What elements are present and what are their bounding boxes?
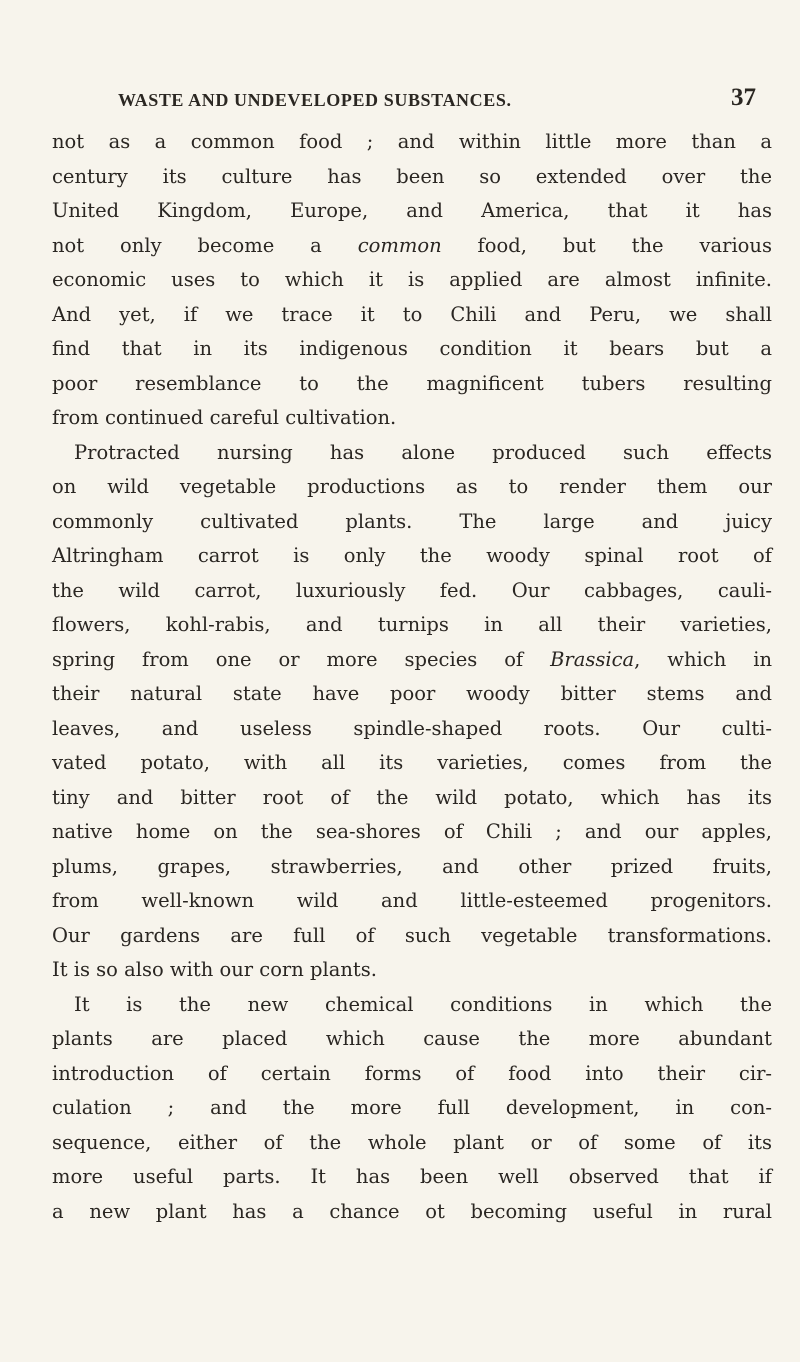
text-line: plants are placed which cause the more abundant xyxy=(52,1027,772,1050)
text-line: the wild carrot, luxuriously fed. Our cabbages, cauli- xyxy=(52,578,772,602)
text-line: introduction of certain forms of food into their cir- xyxy=(52,1061,772,1085)
text-line: not as a common food ; and within little more than a xyxy=(52,130,772,153)
body-text xyxy=(52,125,772,1229)
text-line: tiny and bitter root of the wild potato, which has its xyxy=(52,785,772,809)
text-line: Protracted nursing has alone produced such effects xyxy=(74,440,772,464)
text-line: It is the new chemical conditions in which the xyxy=(74,992,772,1016)
text-line: United Kingdom, Europe, and America, that it has xyxy=(52,199,772,222)
text-line: flowers, kohl-rabis, and turnips in all their varieties, xyxy=(52,613,772,636)
text-line: Our gardens are full of such vegetable transformations. xyxy=(52,923,772,947)
page-number: 37 xyxy=(731,84,756,111)
text-line: from continued careful cultivation. xyxy=(52,406,397,429)
text-line: more useful parts. It has been well observed that if xyxy=(52,1165,772,1188)
text-line: a new plant has a chance ot becoming useful in rural xyxy=(52,1199,772,1223)
italic-term: Brassica xyxy=(550,647,635,671)
text-line: find that in its indigenous condition it bears but a xyxy=(52,337,772,360)
text-line: century its culture has been so extended over the xyxy=(52,164,772,188)
italic-term: common xyxy=(357,233,442,257)
text-line: commonly cultivated plants. The large and juicy xyxy=(52,509,772,533)
text-line: spring from one or more species of Brassica, which in xyxy=(52,647,773,671)
text-line: And yet, if we trace it to Chili and Peru, we shall xyxy=(52,302,772,326)
text-line: vated potato, with all its varieties, comes from the xyxy=(52,751,772,774)
text-line: leaves, and useless spindle-shaped roots. Our culti- xyxy=(52,716,772,740)
text-line: not only become a common food, but the various xyxy=(52,233,772,257)
text-line: It is so also with our corn plants. xyxy=(52,958,377,981)
text-line: plums, grapes, strawberries, and other prized fruits, xyxy=(52,854,772,878)
running-head: WASTE AND UNDEVELOPED SUBSTANCES. xyxy=(118,90,512,110)
text-line: from well-known wild and little-esteemed progenitors. xyxy=(52,889,772,912)
text-line: their natural state have poor woody bitter stems and xyxy=(52,682,772,705)
text-line: economic uses to which it is applied are almost infinite. xyxy=(52,268,772,291)
text-line: native home on the sea-shores of Chili ; and our apples, xyxy=(52,820,772,843)
text-line: on wild vegetable productions as to render them our xyxy=(52,475,772,498)
text-line: sequence, either of the whole plant or of some of its xyxy=(52,1130,772,1154)
text-line: poor resemblance to the magnificent tubers resulting xyxy=(52,371,772,395)
text-line: culation ; and the more full development, in con- xyxy=(52,1096,772,1119)
text-line: Altringham carrot is only the woody spinal root of xyxy=(52,544,772,567)
